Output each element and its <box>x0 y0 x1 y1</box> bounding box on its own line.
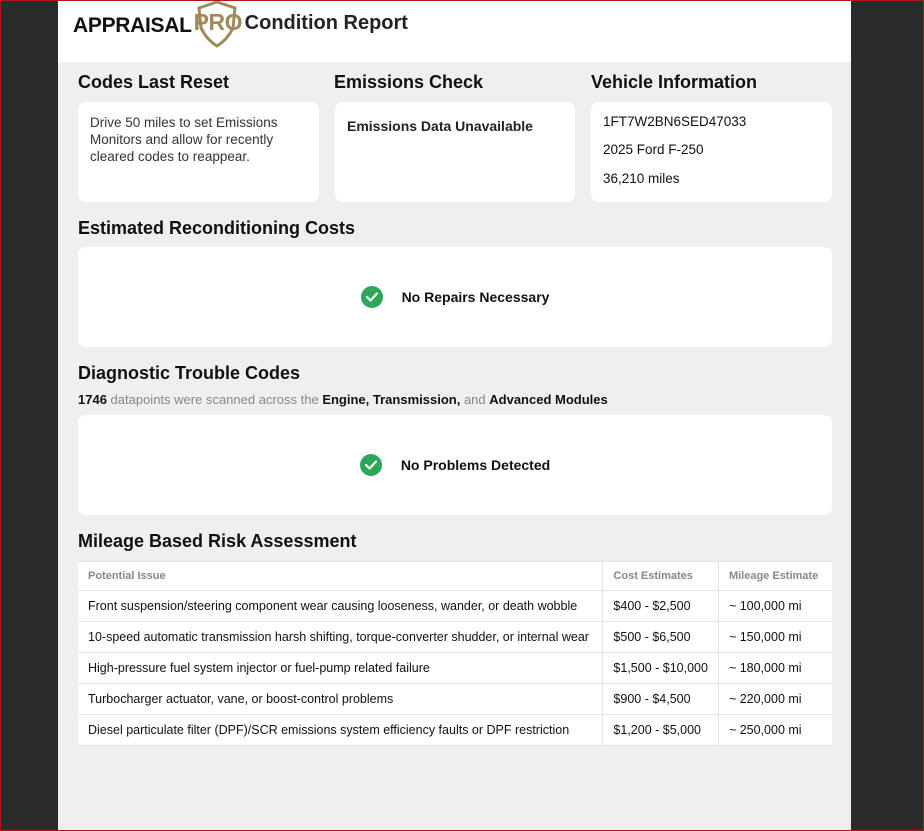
risk-issue: Diesel particulate filter (DPF)/SCR emissions system efficiency faults or DPF restriction <box>78 715 603 746</box>
shield-logo-icon <box>193 0 241 48</box>
vehicle-mileage: 36,210 miles <box>603 171 680 186</box>
check-circle-icon <box>361 286 383 308</box>
table-row <box>78 591 832 622</box>
dtc-title: Diagnostic Trouble Codes <box>78 363 301 383</box>
risk-cost: $1,500 - $10,000 <box>603 653 719 684</box>
header-potential-issue: Potential Issue <box>78 562 603 591</box>
vehicle-info-title: Vehicle Information <box>591 72 758 92</box>
vehicle-model: 2025 Ford F-250 <box>603 142 704 157</box>
risk-cost: $1,200 - $5,000 <box>603 715 719 746</box>
risk-cost: $900 - $4,500 <box>603 684 719 715</box>
dtc-text-2: and <box>463 392 486 407</box>
risk-cost: $400 - $2,500 <box>603 591 719 622</box>
risk-mileage: ~ 220,000 mi <box>718 684 832 715</box>
reconditioning-card <box>78 247 832 347</box>
reconditioning-title: Estimated Reconditioning Costs <box>78 218 356 238</box>
dtc-card <box>78 415 832 515</box>
dtc-module-engine: Engine, <box>322 392 370 407</box>
codes-reset-title: Codes Last Reset <box>78 72 230 92</box>
risk-table-header-row <box>78 562 832 591</box>
check-circle-icon <box>360 454 382 476</box>
risk-mileage: ~ 180,000 mi <box>718 653 832 684</box>
dtc-status-row <box>78 454 832 476</box>
risk-mileage: ~ 100,000 mi <box>718 591 832 622</box>
logo-pro-text: PRO <box>193 9 242 35</box>
emissions-status: Emissions Data Unavailable <box>347 118 533 134</box>
reconditioning-status-row <box>78 286 832 308</box>
vehicle-vin: 1FT7W2BN6SED47033 <box>603 114 747 129</box>
appraisal-pro-logo <box>73 0 408 48</box>
page-title: Condition Report <box>244 11 408 34</box>
risk-issue: High-pressure fuel system injector or fuel-pump related failure <box>78 653 603 684</box>
dtc-summary <box>78 392 608 407</box>
dtc-status: No Problems Detected <box>400 457 551 473</box>
dtc-module-advanced: Advanced Modules <box>489 392 608 407</box>
risk-issue: Turbocharger actuator, vane, or boost-control problems <box>78 684 603 715</box>
risk-title: Mileage Based Risk Assessment <box>78 531 357 551</box>
dtc-module-transmission: Transmission, <box>372 392 461 407</box>
reconditioning-status: No Repairs Necessary <box>401 289 550 305</box>
emissions-card <box>335 102 575 202</box>
table-row <box>78 715 832 746</box>
logo-appraisal-text: APPRAISAL <box>73 14 192 37</box>
codes-reset-text: Drive 50 miles to set Emissions Monitors and allow for recently cleared codes to reappear. <box>90 115 278 164</box>
table-row <box>78 653 832 684</box>
risk-issue: 10-speed automatic transmission harsh shifting, torque-converter shudder, or internal wear <box>78 622 603 653</box>
dtc-count: 1746 <box>78 392 107 407</box>
codes-reset-card <box>78 102 319 202</box>
dtc-text-1: datapoints were scanned across the <box>110 392 319 407</box>
risk-cost: $500 - $6,500 <box>603 622 719 653</box>
report-page <box>58 0 851 831</box>
risk-table <box>78 561 832 746</box>
risk-mileage: ~ 150,000 mi <box>718 622 832 653</box>
emissions-title: Emissions Check <box>334 72 484 92</box>
risk-issue: Front suspension/steering component wear causing looseness, wander, or death wobble <box>78 591 603 622</box>
risk-mileage: ~ 250,000 mi <box>718 715 832 746</box>
table-row <box>78 622 832 653</box>
table-row <box>78 684 832 715</box>
vehicle-info-card <box>591 102 832 202</box>
header-mileage-estimate: Mileage Estimate <box>718 562 832 591</box>
report-header <box>58 0 851 62</box>
header-cost-estimates: Cost Estimates <box>603 562 719 591</box>
